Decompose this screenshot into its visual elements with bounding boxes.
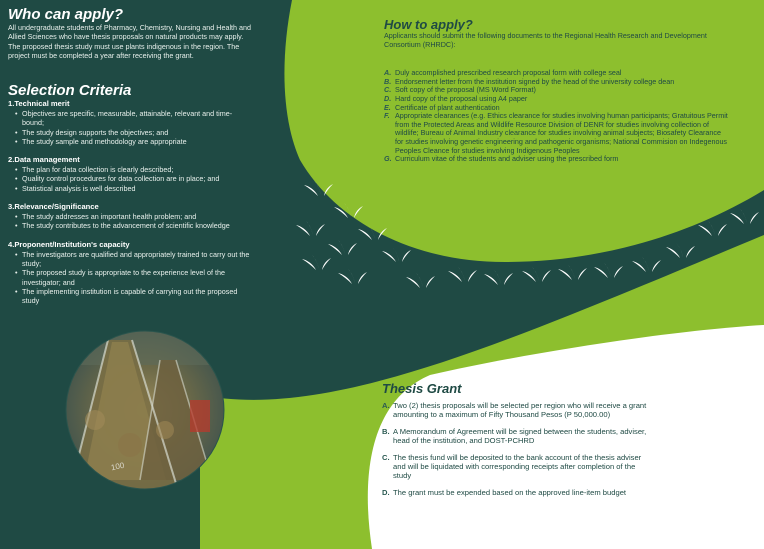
grant-item-text: The grant must be expended based on the approved line-item budget xyxy=(393,487,627,497)
criteria-item: • The study contributes to the advancement of scientific knowledge xyxy=(22,221,254,230)
criteria-item: • Objectives are specific, measurable, attainable, relevant and time-bound; xyxy=(22,109,254,128)
grant-item-letter: B. xyxy=(382,426,390,436)
criteria-heading: 1.Technical merit xyxy=(8,99,70,108)
how-item-text: Certificate of plant authentication xyxy=(395,102,500,112)
grant-item-letter: D. xyxy=(382,487,390,497)
grant-item-letter: A. xyxy=(382,401,390,410)
criteria-section xyxy=(8,83,254,305)
grant-list xyxy=(382,401,650,497)
how-item-text: Hard copy of the proposal using A4 paper xyxy=(395,93,528,103)
grant-section xyxy=(382,382,650,504)
criteria-item: • Statistical analysis is well described xyxy=(22,184,254,193)
how-item-text: Soft copy of the proposal (MS Word Format) xyxy=(395,85,536,95)
criteria-group xyxy=(8,240,254,306)
how-item-text: Appropriate clearances (e.g. Ethics clearance for studies involving human participants; Gratuitous Permit from the Protected Areas and Wildlife Resource Division of DENR for studies involving collection of wildlife; Bureau of Animal Industry clearance for studies involving animal subjects; Biosafety Clearance for studies involving genetic engineering and pathogenic organisms; National Commision on Indegenous Peoples Cleance for studies involving Indigenous Peoples xyxy=(395,111,728,155)
criteria-group xyxy=(8,155,254,193)
how-item-letter: B. xyxy=(384,76,392,86)
how-item-letter: F. xyxy=(384,111,390,121)
how-list xyxy=(384,69,740,164)
criteria-group xyxy=(8,202,254,231)
flask-label: 100 xyxy=(110,460,126,473)
how-item-letter: E. xyxy=(384,102,391,112)
grant-item-text: A Memorandum of Agreement will be signed between the students, adviser, head of the institution, and DOST-PCHRD xyxy=(393,426,647,446)
criteria-title: Selection Criteria xyxy=(8,82,132,99)
grant-item-text: Two (2) thesis proposals will be selected per region who will receive a grant amounting to a maximum of Fifty Thousand Pesos (P 50,000.00) xyxy=(393,401,647,420)
how-section xyxy=(384,18,740,164)
how-item xyxy=(384,112,729,155)
how-item-letter: G. xyxy=(384,154,392,164)
grant-item-letter: C. xyxy=(382,452,390,462)
how-item-text: Endorsement letter from the institution signed by the head of the university college dean xyxy=(395,76,675,86)
grant-item xyxy=(382,453,650,481)
who-text: All undergraduate students of Pharmacy, Chemistry, Nursing and Health and Allied Sciences who have thesis proposals on natural products may apply. The proposed thesis study must use plants indigenous in the region. The project must be completed a year after receiving the grant. xyxy=(8,23,252,60)
how-item-text: Duly accomplished prescribed research proposal form with college seal xyxy=(395,68,622,78)
criteria-item: • Quality control procedures for data collection are in place; and xyxy=(22,174,254,183)
how-item xyxy=(384,155,740,164)
how-intro: Applicants should submit the following documents to the Regional Health Research and Development Consortium (RHRDC): xyxy=(384,31,707,49)
who-section xyxy=(8,7,254,60)
grant-title: Thesis Grant xyxy=(382,381,462,396)
criteria-heading: 2.Data management xyxy=(8,155,80,165)
criteria-item: • The study addresses an important health problem; and xyxy=(22,212,254,221)
criteria-item: • The implementing institution is capable of carrying out the proposed study xyxy=(22,287,254,306)
how-item-letter: D. xyxy=(384,93,392,103)
criteria-heading: 4.Proponent/Institution's capacity xyxy=(8,239,130,249)
grant-item-text: The thesis fund will be deposited to the bank account of the thesis adviser and will be liquidated with corresponding receipts after completion of the study xyxy=(393,452,642,481)
grant-item xyxy=(382,488,650,497)
how-item-letter: A. xyxy=(384,68,392,78)
grant-item xyxy=(382,401,650,420)
who-title: Who can apply? xyxy=(8,6,124,23)
criteria-item: • The study sample and methodology are appropriate xyxy=(22,137,254,146)
how-title: How to apply? xyxy=(384,17,473,32)
criteria-item: • The study design supports the objectives; and xyxy=(22,128,254,137)
criteria-group xyxy=(8,99,254,146)
criteria-item: • The plan for data collection is clearly described; xyxy=(22,165,254,174)
criteria-heading: 3.Relevance/Significance xyxy=(8,202,99,212)
how-item-text: Curriculum vitae of the students and adviser using the prescribed form xyxy=(395,154,619,164)
criteria-item: • The proposed study is appropriate to the experience level of the investigator; and xyxy=(22,268,254,287)
how-item-letter: C. xyxy=(384,85,392,95)
grant-item xyxy=(382,427,650,446)
criteria-item: • The investigators are qualified and appropriately trained to carry out the study; xyxy=(22,250,254,269)
